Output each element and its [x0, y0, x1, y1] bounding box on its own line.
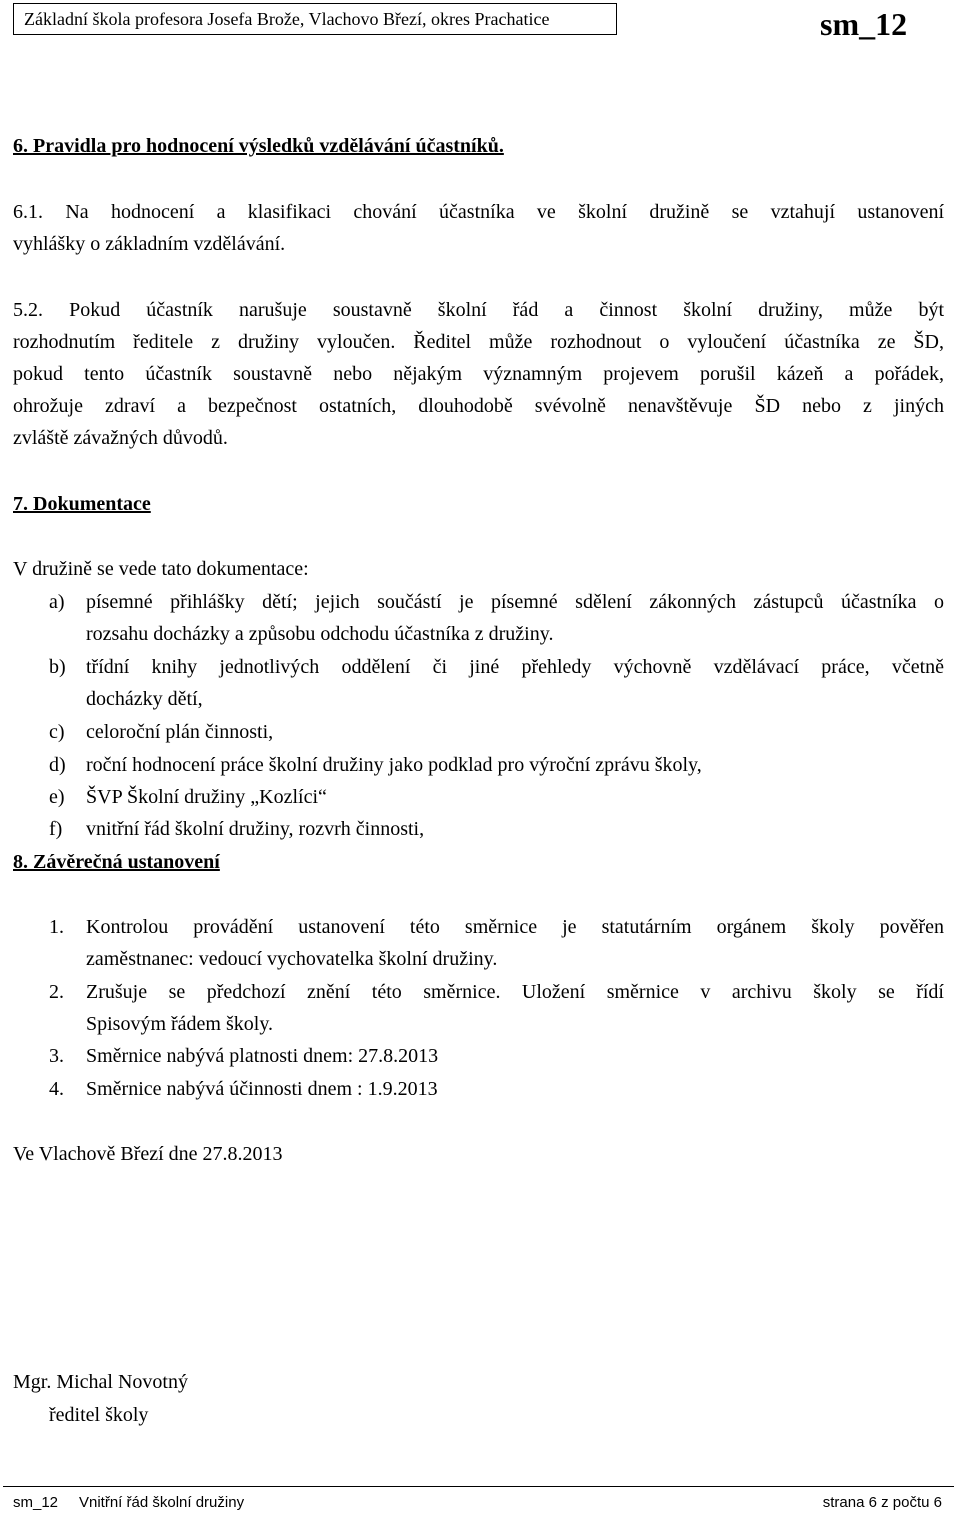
list-item-line: Spisovým řádem školy.: [86, 1013, 274, 1035]
list-item-line: celoroční plán činnosti,: [86, 721, 274, 743]
header-school-name: Základní škola profesora Josefa Brože, Vlachovo Březí, okres Prachatice: [13, 3, 617, 35]
paragraph-5-2-line-3: pokud tento účastník soustavně nebo nějakým významným projevem porušil kázeň a pořádek,: [13, 363, 944, 385]
place-date: Ve Vlachově Březí dne 27.8.2013: [13, 1143, 283, 1165]
list-item-line: roční hodnocení práce školní družiny jako podklad pro výroční zprávu školy,: [86, 754, 702, 776]
paragraph-5-2-line-5: zvláště závažných důvodů.: [13, 427, 228, 449]
list-item-line: ŠVP Školní družiny „Kozlíci“: [86, 786, 327, 808]
list-marker: 4.: [49, 1078, 64, 1100]
list-item-line: docházky dětí,: [86, 688, 203, 710]
section-8-title: 8. Závěrečná ustanovení: [13, 851, 220, 873]
list-item-line: Kontrolou provádění ustanovení této směrnice je statutárním orgánem školy pověřen: [86, 916, 944, 938]
footer-title: Vnitřní řád školní družiny: [79, 1494, 245, 1511]
list-item-line: písemné přihlášky dětí; jejich součástí je písemné sdělení zákonných zástupců účastníka o: [86, 591, 944, 613]
list-item-line: vnitřní řád školní družiny, rozvrh činnosti,: [86, 818, 425, 840]
signatory-name: Mgr. Michal Novotný: [13, 1371, 188, 1393]
list-marker: d): [49, 754, 66, 776]
list-item-line: Směrnice nabývá platnosti dnem: 27.8.2013: [86, 1045, 439, 1067]
footer-page-number: strana 6 z počtu 6: [822, 1494, 942, 1511]
list-item-line: třídní knihy jednotlivých oddělení či jiné přehledy výchovně vzdělávací práce, včetně: [86, 656, 944, 678]
list-marker: b): [49, 656, 66, 678]
list-marker: c): [49, 721, 65, 743]
paragraph-5-2-line-1: 5.2. Pokud účastník narušuje soustavně školní řád a činnost školní družiny, může být: [13, 299, 944, 321]
list-item-line: zaměstnanec: vedoucí vychovatelka školní družiny.: [86, 948, 498, 970]
section-7-title: 7. Dokumentace: [13, 493, 151, 515]
list-item-line: Zrušuje se předchozí znění této směrnice. Uložení směrnice v archivu školy se řídí: [86, 981, 944, 1003]
list-marker: 2.: [49, 981, 64, 1003]
list-item-line: rozsahu docházky a způsobu odchodu účastníka z družiny.: [86, 623, 554, 645]
paragraph-6-1-line-1: 6.1. Na hodnocení a klasifikaci chování účastníka ve školní družině se vztahují ustanovení: [13, 201, 944, 223]
paragraph-6-1-line-2: vyhlášky o základním vzdělávání.: [13, 233, 286, 255]
list-marker: 3.: [49, 1045, 64, 1067]
signatory-role: ředitel školy: [49, 1404, 149, 1426]
section-6-title: 6. Pravidla pro hodnocení výsledků vzdělávání účastníků.: [13, 135, 504, 157]
header-document-code: sm_12: [820, 6, 908, 42]
paragraph-5-2-line-4: ohrožuje zdraví a bezpečnost ostatních, dlouhodobě svévolně nenavštěvuje ŠD nebo z jiných: [13, 395, 944, 417]
list-marker: a): [49, 591, 65, 613]
section-7-intro: V družině se vede tato dokumentace:: [13, 558, 309, 580]
paragraph-5-2-line-2: rozhodnutím ředitele z družiny vyloučen. Ředitel může rozhodnout o vyloučení účastníka ze ŠD,: [13, 331, 944, 353]
list-marker: f): [49, 818, 63, 840]
page-footer: [3, 1486, 954, 1514]
footer-code: sm_12: [13, 1494, 59, 1511]
list-marker: e): [49, 786, 65, 808]
list-marker: 1.: [49, 916, 64, 938]
list-item-line: Směrnice nabývá účinnosti dnem : 1.9.2013: [86, 1078, 438, 1100]
